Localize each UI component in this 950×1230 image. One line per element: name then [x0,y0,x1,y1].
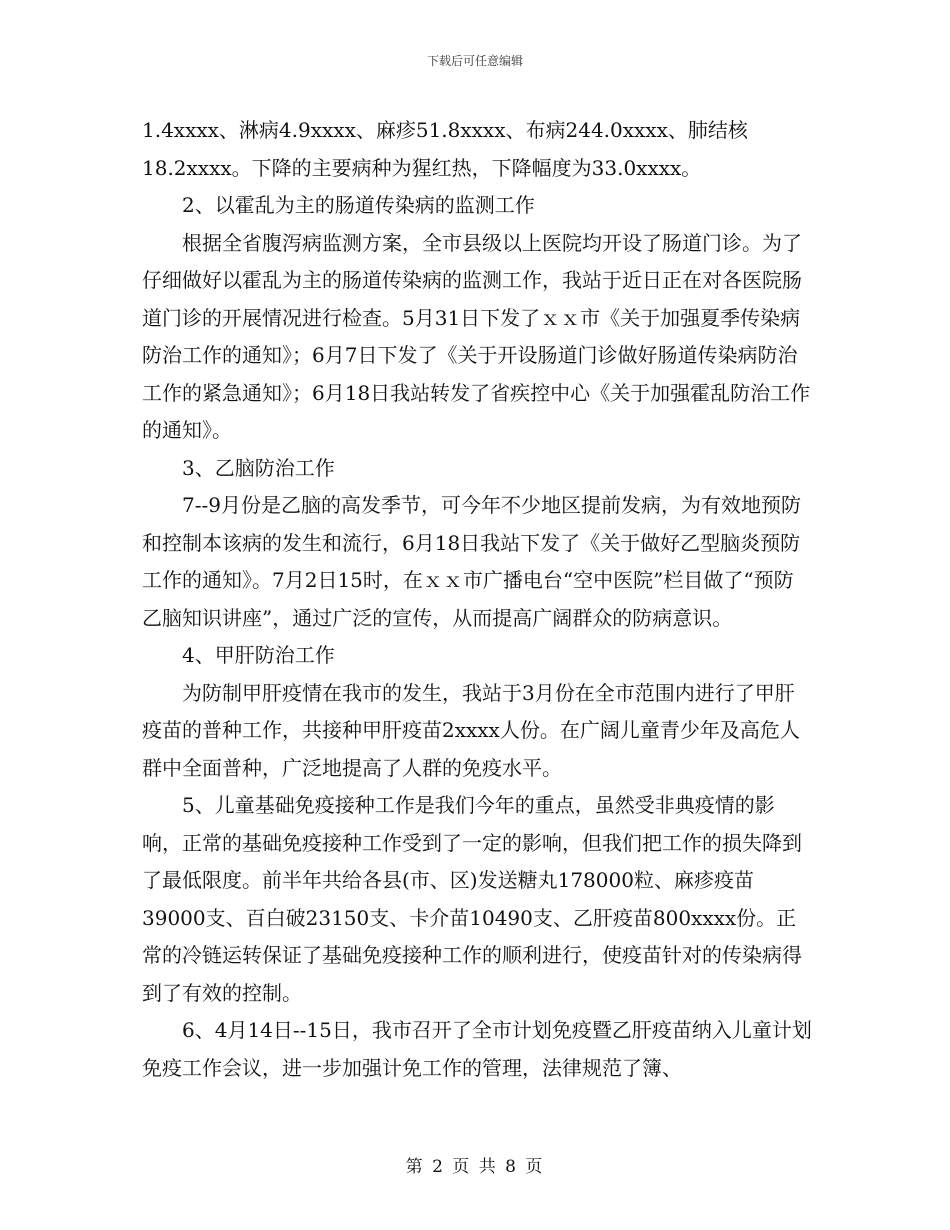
heading-3: 3、乙脑防治工作 [182,455,335,480]
heading-4: 4、甲肝防治工作 [182,643,335,667]
paragraph-6: 6、4月14日--15日，我市召开了全市计划免疫暨乙肝疫苗纳入儿童计划免疫工作会议，进一步加强计免工作的管理，法律规范了簿、 [142,1018,812,1080]
paragraph-4: 为防制甲肝疫情在我市的发生，我站于3月份在全市范围内进行了甲肝疫苗的普种工作，共接种甲肝疫苗2xxxx人份。在广阔儿童青少年及高危人群中全面普种，广泛地提高了人群的免疫水平。 [142,680,800,780]
paragraph-3: 7--9月份是乙脑的高发季节，可今年不少地区提前发病，为有效地预防和控制本该病的发生和流行，6月18日我站下发了《关于做好乙型脑炎预防工作的通知》。7月2日15时，在ｘｘ市广播电台“空中医院”栏目做了“预防乙脑知识讲座”，通过广泛的宣传，从而提高广阔群众的防病意识。 [142,493,801,630]
heading-2: 2、以霍乱为主的肠道传染病的监测工作 [182,193,535,217]
page-footer: 第 2 页 共 8 页 [405,1157,545,1177]
paragraph-5: 5、儿童基础免疫接种工作是我们今年的重点，虽然受非典疫情的影响，正常的基础免疫接种工作受到了一定的影响，但我们把工作的损失降到了最低限度。前半年共给各县(市、区)发送糖丸178000粒、麻疹疫苗39000支、百白破23150支、卡介苗10490支、乙肝疫苗800xxxx份。正常的冷链运转保证了基础免疫接种工作的顺利进行，使疫苗针对的传染病得到了有效的控制。 [142,793,802,1005]
page-header: 下载后可任意编辑 [426,54,523,68]
paragraph-1: 1.4xxxx、淋病4.9xxxx、麻疹51.8xxxx、布病244.0xxxx、肺结核18.2xxxx。下降的主要病种为猩红热，下降幅度为33.0xxxx。 [142,118,748,180]
paragraph-2: 根据全省腹泻病监测方案，全市县级以上医院均开设了肠道门诊。为了仔细做好以霍乱为主的肠道传染病的监测工作，我站于近日正在对各医院肠道门诊的开展情况进行检查。5月31日下发了ｘｘ市《关于加强夏季传染病防治工作的通知》；6月7日下发了《关于开设肠道门诊做好肠道传染病防治工作的紧急通知》；6月18日我站转发了省疾控中心《关于加强霍乱防治工作的通知》。 [142,230,811,442]
document-body [142,112,812,1087]
